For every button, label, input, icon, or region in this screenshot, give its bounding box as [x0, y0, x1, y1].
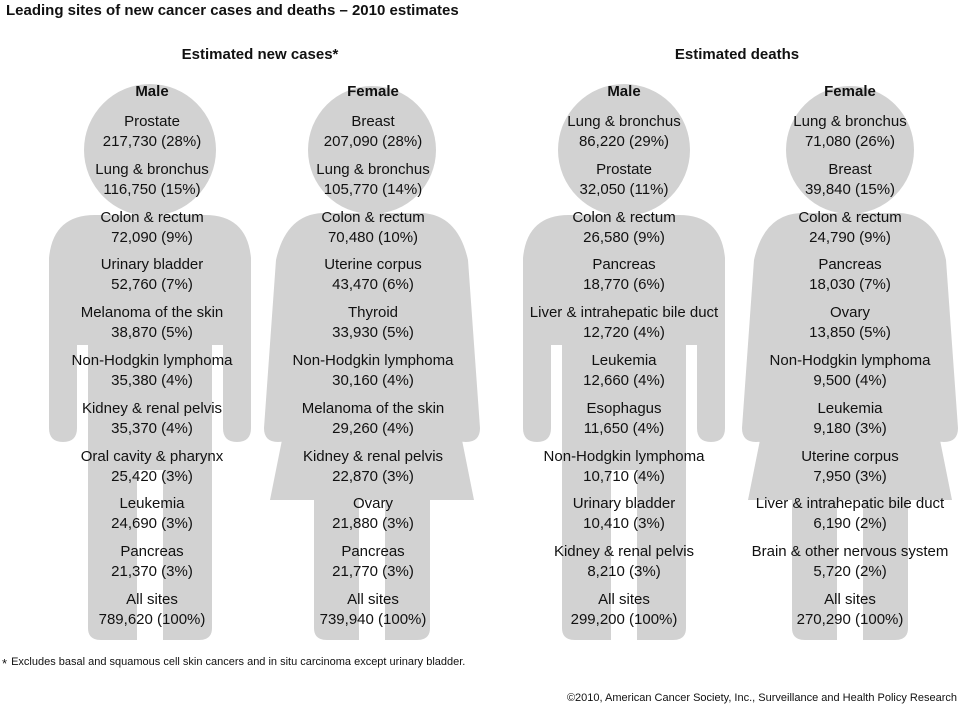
cancer-site: All sites: [598, 590, 650, 608]
death-count: 12,660 (4%): [583, 371, 665, 389]
cancer-site: Ovary: [352, 495, 393, 513]
case-count: 25,420 (3%): [111, 467, 193, 485]
footnote-text: Excludes basal and squamous cell skin cancers and in situ carcinoma except urinary bladder.: [11, 656, 466, 668]
cancer-site: Urinary bladder: [100, 256, 204, 274]
death-count: 13,850 (5%): [809, 324, 891, 342]
list-item: [37, 494, 267, 542]
cancer-site: Pancreas: [592, 256, 656, 274]
group-heading-deaths: Estimated deaths: [674, 46, 800, 63]
cancer-site: Kidney & renal pelvis: [553, 543, 695, 561]
column-new-cases-female: [258, 82, 488, 638]
death-count: 5,720 (2%): [813, 563, 887, 581]
column-header: Male: [607, 83, 641, 100]
column-deaths-male: [509, 82, 739, 638]
cancer-site: Non-Hodgkin lymphoma: [769, 351, 931, 369]
cancer-site: Pancreas: [818, 256, 882, 274]
cancer-site: Breast: [351, 113, 395, 130]
death-count: 10,410 (3%): [583, 515, 665, 533]
case-count: 33,930 (5%): [332, 324, 414, 342]
list-item: [509, 542, 739, 590]
list-item: [509, 160, 739, 208]
case-count: 70,480 (10%): [327, 228, 419, 246]
copyright-notice: ©2010, American Cancer Society, Inc., Surveillance and Health Policy Research: [566, 692, 957, 704]
list-item: [735, 494, 965, 542]
footnote-marker: *: [2, 656, 8, 671]
cancer-site: Thyroid: [347, 304, 399, 322]
list-item: [37, 303, 267, 351]
list-item: [258, 447, 488, 495]
case-count: 72,090 (9%): [111, 228, 193, 246]
cancer-site: Uterine corpus: [324, 256, 422, 274]
death-count: 6,190 (2%): [813, 515, 887, 533]
case-count: 21,370 (3%): [111, 563, 193, 581]
case-count: 116,750 (15%): [103, 180, 201, 198]
list-item-total: [37, 590, 267, 638]
list-item: [37, 351, 267, 399]
cancer-site: Non-Hodgkin lymphoma: [543, 447, 705, 465]
case-count: 24,690 (3%): [111, 515, 193, 533]
list-item: [37, 447, 267, 495]
cancer-site: Colon & rectum: [100, 208, 204, 226]
cancer-site: Colon & rectum: [572, 208, 676, 226]
death-count: 299,200 (100%): [570, 610, 678, 628]
list-item: [258, 494, 488, 542]
list-item: [509, 255, 739, 303]
list-item: [37, 255, 267, 303]
cancer-site: All sites: [347, 590, 399, 608]
death-count: 8,210 (3%): [587, 563, 661, 581]
cancer-site: Colon & rectum: [321, 208, 425, 226]
case-count: 22,870 (3%): [332, 467, 414, 485]
death-count: 24,790 (9%): [809, 228, 891, 246]
list-item: [509, 303, 739, 351]
list-item: [509, 351, 739, 399]
cancer-site: Lung & bronchus: [793, 113, 907, 130]
death-count: 39,840 (15%): [804, 180, 896, 198]
cancer-site: Leukemia: [817, 399, 883, 417]
cancer-site: Lung & bronchus: [316, 160, 430, 178]
cancer-site: Prostate: [596, 160, 652, 178]
cancer-site: Non-Hodgkin lymphoma: [71, 351, 233, 369]
case-count: 35,370 (4%): [111, 419, 193, 437]
list-item: [258, 255, 488, 303]
cancer-site: Liver & intrahepatic bile duct: [755, 495, 945, 513]
list-item: [735, 542, 965, 590]
case-count: 207,090 (28%): [323, 133, 423, 150]
death-count: 270,290 (100%): [796, 610, 904, 628]
group-heading-new-cases: Estimated new cases*: [181, 46, 339, 63]
footnote: [2, 656, 465, 671]
column-new-cases-male: [37, 82, 267, 638]
list-item: [735, 399, 965, 447]
column-header: Female: [347, 83, 399, 100]
cancer-site: Urinary bladder: [572, 495, 676, 513]
list-item: [258, 303, 488, 351]
list-item: [37, 208, 267, 256]
list-item: [509, 208, 739, 256]
death-count: 7,950 (3%): [813, 467, 887, 485]
cancer-site: Lung & bronchus: [567, 113, 681, 130]
list-item-total: [735, 590, 965, 638]
cancer-site: All sites: [824, 590, 876, 608]
list-item: [735, 112, 965, 160]
list-item: [258, 160, 488, 208]
list-item: [735, 447, 965, 495]
cancer-site: Melanoma of the skin: [80, 304, 224, 322]
list-item-total: [258, 590, 488, 638]
case-count: 739,940 (100%): [319, 610, 427, 628]
cancer-site: Ovary: [829, 304, 870, 322]
list-item: [37, 542, 267, 590]
list-item: [735, 160, 965, 208]
list-item: [735, 208, 965, 256]
death-count: 26,580 (9%): [583, 228, 665, 246]
cancer-site: Non-Hodgkin lymphoma: [292, 351, 454, 369]
cancer-site: Colon & rectum: [798, 208, 902, 226]
cancer-site: Lung & bronchus: [95, 160, 209, 178]
cancer-site: Uterine corpus: [801, 447, 899, 465]
column-header: Female: [824, 83, 876, 100]
case-count: 105,770 (14%): [323, 180, 423, 198]
list-item: [735, 255, 965, 303]
cancer-site: Brain & other nervous system: [751, 543, 949, 561]
list-item: [509, 494, 739, 542]
cancer-site: Kidney & renal pelvis: [81, 399, 223, 417]
case-count: 38,870 (5%): [111, 324, 193, 342]
chart-title: Leading sites of new cancer cases and deaths – 2010 estimates: [6, 2, 459, 19]
list-item: [509, 447, 739, 495]
death-count: 9,180 (3%): [813, 419, 887, 437]
death-count: 9,500 (4%): [813, 371, 887, 389]
cancer-site: Breast: [828, 160, 872, 178]
column-deaths-female: [735, 82, 965, 638]
list-item-total: [509, 590, 739, 638]
column-header: Male: [135, 83, 169, 100]
case-count: 21,770 (3%): [332, 563, 414, 581]
cancer-site: Prostate: [124, 113, 180, 130]
death-count: 11,650 (4%): [583, 419, 665, 437]
case-count: 52,760 (7%): [111, 276, 193, 294]
case-count: 789,620 (100%): [98, 610, 206, 628]
death-count: 12,720 (4%): [583, 324, 665, 342]
cancer-site: Leukemia: [119, 495, 185, 513]
death-count: 86,220 (29%): [578, 133, 670, 150]
list-item: [258, 112, 488, 160]
list-item: [735, 303, 965, 351]
case-count: 217,730 (28%): [102, 133, 202, 150]
cancer-site: Oral cavity & pharynx: [80, 447, 224, 465]
list-item: [509, 112, 739, 160]
case-count: 43,470 (6%): [332, 276, 414, 294]
cancer-site: Kidney & renal pelvis: [302, 447, 444, 465]
cancer-site: Esophagus: [586, 399, 662, 417]
list-item: [37, 399, 267, 447]
death-count: 10,710 (4%): [583, 467, 665, 485]
case-count: 29,260 (4%): [332, 419, 414, 437]
death-count: 18,030 (7%): [809, 276, 891, 294]
cancer-site: Pancreas: [120, 543, 184, 561]
list-item: [37, 160, 267, 208]
case-count: 35,380 (4%): [111, 371, 193, 389]
list-item: [735, 351, 965, 399]
death-count: 32,050 (11%): [579, 180, 669, 198]
list-item: [258, 542, 488, 590]
list-item: [258, 208, 488, 256]
cancer-site: Melanoma of the skin: [301, 399, 445, 417]
list-item: [258, 399, 488, 447]
cancer-site: Pancreas: [341, 543, 405, 561]
list-item: [509, 399, 739, 447]
death-count: 71,080 (26%): [804, 133, 896, 150]
cancer-site: Leukemia: [591, 351, 657, 369]
death-count: 18,770 (6%): [583, 276, 665, 294]
list-item: [37, 112, 267, 160]
list-item: [258, 351, 488, 399]
case-count: 21,880 (3%): [332, 515, 414, 533]
cancer-site: Liver & intrahepatic bile duct: [529, 304, 719, 322]
case-count: 30,160 (4%): [332, 371, 414, 389]
cancer-site: All sites: [126, 590, 178, 608]
